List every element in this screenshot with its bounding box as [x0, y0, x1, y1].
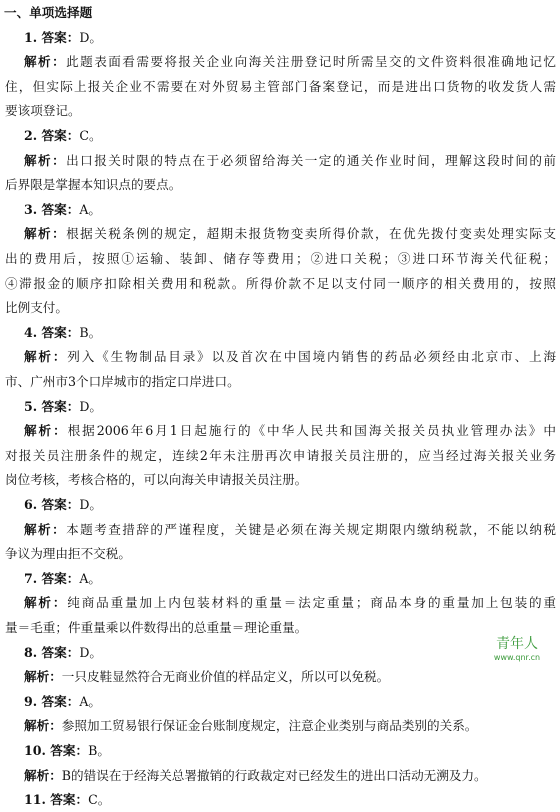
explanation-label: 解析： — [24, 349, 68, 365]
answer-value: A。 — [79, 201, 102, 217]
explanation-line — [24, 764, 556, 788]
answer-value: B。 — [88, 743, 110, 758]
explanation-label: 解析： — [24, 54, 67, 70]
answer-line — [24, 26, 560, 50]
explanation-label: 解析： — [24, 595, 68, 611]
answer-label: 9. 答案： — [24, 693, 80, 709]
answer-label: 3. 答案： — [24, 201, 80, 217]
answer-label: 7. 答案： — [24, 570, 80, 586]
answer-value: C。 — [79, 128, 102, 143]
answer-label: 1. 答案： — [24, 29, 80, 45]
explanation-text: 量＝毛重；件重量乘以件数得出的总重量＝理论重量。 — [5, 620, 308, 635]
explanation-line — [24, 50, 556, 74]
explanation-text: 出口报关时限的特点在于必须留给海关一定的通关作业时间，理解这段时间的前 — [66, 152, 556, 168]
answer-line — [24, 124, 560, 148]
watermark-text: 青年人 — [496, 636, 538, 652]
answer-line — [24, 567, 560, 591]
explanation-continuation — [5, 468, 556, 492]
explanation-label: 解析： — [24, 669, 62, 685]
answer-line — [24, 690, 560, 714]
explanation-continuation — [5, 247, 556, 271]
explanation-continuation — [5, 444, 556, 468]
explanation-label: 解析： — [24, 521, 67, 537]
explanation-continuation — [5, 370, 556, 394]
explanation-text: 根据关税条例的规定，超期未报货物变卖所得价款，在优先拨付变卖处理实际支 — [66, 226, 556, 242]
explanation-label: 解析： — [24, 423, 68, 439]
explanation-text: 住，但实际上报关企业不需要在对外贸易主管部门备案登记，而是进出口货物的收发货人需 — [5, 78, 556, 94]
explanation-text: B的错误在于经海关总署撤销的行政裁定对已经发生的进出口活动无溯及力。 — [61, 767, 487, 783]
explanation-continuation — [5, 616, 556, 640]
answer-label: 5. 答案： — [24, 398, 80, 414]
explanation-continuation — [5, 296, 556, 320]
answer-label: 10. 答案： — [24, 743, 89, 758]
answer-label: 11. 答案： — [24, 792, 89, 808]
explanation-text: 参照加工贸易银行保证金台账制度规定，注意企业类别与商品类别的关系。 — [61, 718, 478, 734]
explanation-line — [24, 591, 556, 615]
explanation-continuation — [5, 272, 556, 296]
watermark-url: www.qnr.cn — [493, 653, 541, 662]
answer-line — [24, 739, 560, 763]
explanation-text: 列入《生物制品目录》以及首次在中国境内销售的药品必须经由北京市、上海 — [67, 349, 556, 365]
explanation-text: 要该项登记。 — [5, 103, 81, 119]
explanation-line — [24, 149, 556, 173]
explanation-text: 争议为理由拒不交税。 — [5, 546, 131, 562]
answer-label: 8. 答案： — [24, 644, 80, 660]
answer-value: D。 — [79, 29, 103, 45]
explanation-text: ④滞报金的顺序扣除相关费用和税款。所得价款不足以支付同一顺序的相关费用的，按照 — [5, 275, 556, 291]
explanation-line — [24, 345, 556, 369]
answer-value: A。 — [79, 693, 102, 709]
answer-value: D。 — [79, 644, 103, 660]
explanation-text: 对报关员注册条件的规定，连续2年未注册再次申请报关员注册的，应当经过海关报关业务 — [5, 447, 556, 463]
explanation-continuation — [5, 75, 556, 99]
explanation-continuation — [5, 99, 556, 123]
answer-line — [24, 198, 560, 222]
explanation-continuation — [5, 542, 556, 566]
explanation-label: 解析： — [24, 152, 67, 168]
answer-value: B。 — [79, 324, 102, 340]
explanation-text: 一只皮鞋显然符合无商业价值的样品定义，所以可以免税。 — [61, 669, 390, 685]
explanation-text: 后界限是掌握本知识点的要点。 — [5, 177, 182, 193]
answer-line — [24, 321, 560, 345]
explanation-line — [24, 222, 556, 246]
answer-value: D。 — [79, 398, 103, 414]
answer-label: 2. 答案： — [24, 128, 80, 143]
explanation-text: 市、广州市3个口岸城市的指定口岸进口。 — [5, 374, 240, 389]
explanation-text: 比例支付。 — [5, 300, 68, 316]
explanation-line — [24, 419, 556, 443]
answer-value: D。 — [79, 497, 103, 512]
explanation-continuation — [5, 173, 556, 197]
answer-value: C。 — [88, 792, 111, 808]
answer-line — [24, 493, 560, 517]
explanation-label: 解析： — [24, 718, 62, 734]
answer-label: 4. 答案： — [24, 324, 80, 340]
explanation-text: 本题考查措辞的严谨程度，关键是必须在海关规定期限内缴纳税款，不能以纳税 — [66, 521, 556, 537]
answer-line — [24, 395, 560, 419]
explanation-line — [24, 714, 556, 738]
explanation-text: 岗位考核，考核合格的，可以向海关申请报关员注册。 — [5, 472, 308, 488]
explanation-text: 此题表面看需要将报关企业向海关注册登记时所需呈交的文件资料很准确地记忆 — [66, 54, 556, 70]
section-title: 一、单项选择题 — [4, 5, 93, 20]
explanation-text: 根据2006年6月1日起施行的《中华人民共和国海关报关员执业管理办法》中 — [67, 423, 556, 439]
explanation-label: 解析： — [24, 226, 67, 242]
explanation-label: 解析： — [24, 767, 62, 783]
answer-label: 6. 答案： — [24, 497, 80, 512]
explanation-text: 纯商品重量加上内包装材料的重量＝法定重量；商品本身的重量加上包装的重 — [67, 595, 556, 611]
explanation-line — [24, 518, 556, 542]
explanation-text: 出的费用后，按照①运输、装卸、储存等费用；②进口关税；③进口环节海关代征税； — [5, 251, 556, 266]
answer-line — [24, 788, 560, 812]
answer-value: A。 — [79, 570, 102, 586]
watermark-logo — [480, 633, 554, 663]
